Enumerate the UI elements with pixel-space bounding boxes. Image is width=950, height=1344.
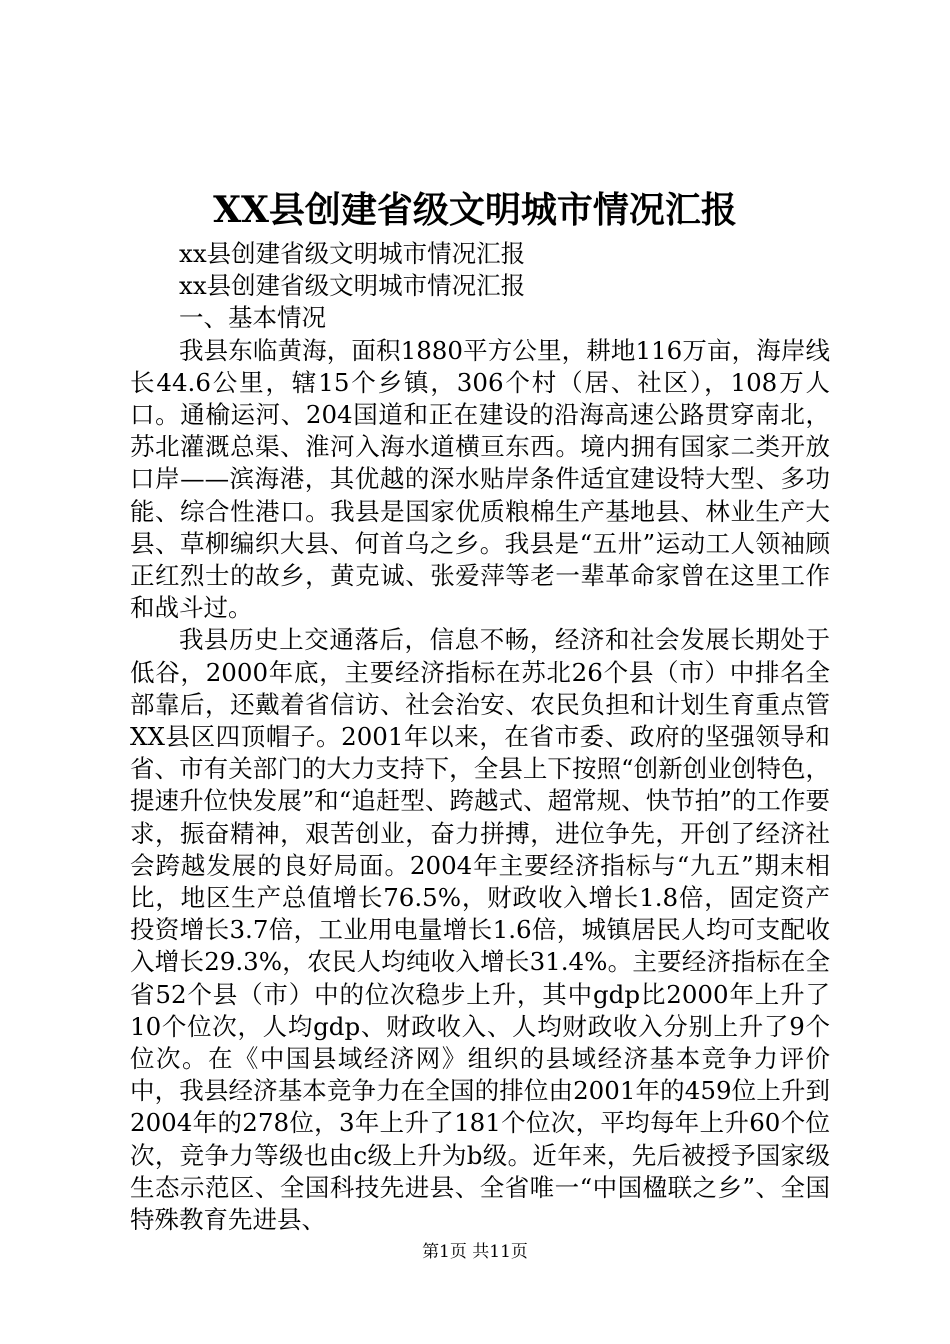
- paragraph-basic-info: 我县东临黄海，面积1880平方公里，耕地116万亩，海岸线长44.6公里，辖15个乡镇，306个村（居、社区），108万人口。通榆运河、204国道和正在建设的沿海高速公路贯穿南北，苏北灌溉总渠、淮河入海水道横亘东西。境内拥有国家二类开放口岸——滨海港，其优越的深水贴岸条件适宜建设特大型、多功能、综合性港口。我县是国家优质粮棉生产基地县、林业生产大县、草柳编织大县、何首乌之乡。我县是“五卅”运动工人领袖顾正红烈士的故乡，黄克诚、张爱萍等老一辈革命家曾在这里工作和战斗过。: [130, 335, 830, 623]
- document-title: XX县创建省级文明城市情况汇报: [213, 189, 737, 231]
- paragraph-development: 我县历史上交通落后，信息不畅，经济和社会发展长期处于低谷，2000年底，主要经济指标在苏北26个县（市）中排名全部靠后，还戴着省信访、社会治安、农民负担和计划生育重点管XX县区四顶帽子。2001年以来，在省市委、政府的坚强领导和省、市有关部门的大力支持下，全县上下按照“创新创业创特色，提速升位快发展”和“追赶型、跨越式、超常规、快节拍”的工作要求，振奋精神，艰苦创业，奋力拼搏，进位争先，开创了经济社会跨越发展的良好局面。2004年主要经济指标与“九五”期末相比，地区生产总值增长76.5%，财政收入增长1.8倍，固定资产投资增长3.7倍，工业用电量增长1.6倍，城镇居民人均可支配收入增长29.3%，农民人均纯收入增长31.4%。主要经济指标在全省52个县（市）中的位次稳步上升，其中gdp比2000年上升了10个位次，人均gdp、财政收入、人均财政收入分别上升了9个位次。在《中国县域经济网》组织的县域经济基本竞争力评价中，我县经济基本竞争力在全国的排位由2001年的459位上升到2004年的278位，3年上升了181个位次，平均每年上升60个位次，竞争力等级也由c级上升为b级。近年来，先后被授予国家级生态示范区、全国科技先进县、全省唯一“中国楹联之乡”、全国特殊教育先进县、: [130, 625, 830, 1235]
- paragraph-subtitle-2: xx县创建省级文明城市情况汇报: [179, 271, 526, 301]
- section-heading: 一、基本情况: [179, 303, 326, 333]
- document-body: [130, 238, 830, 1236]
- page-number: 第1页 共11页: [422, 1242, 528, 1262]
- paragraph-subtitle-1: xx县创建省级文明城市情况汇报: [179, 239, 526, 268]
